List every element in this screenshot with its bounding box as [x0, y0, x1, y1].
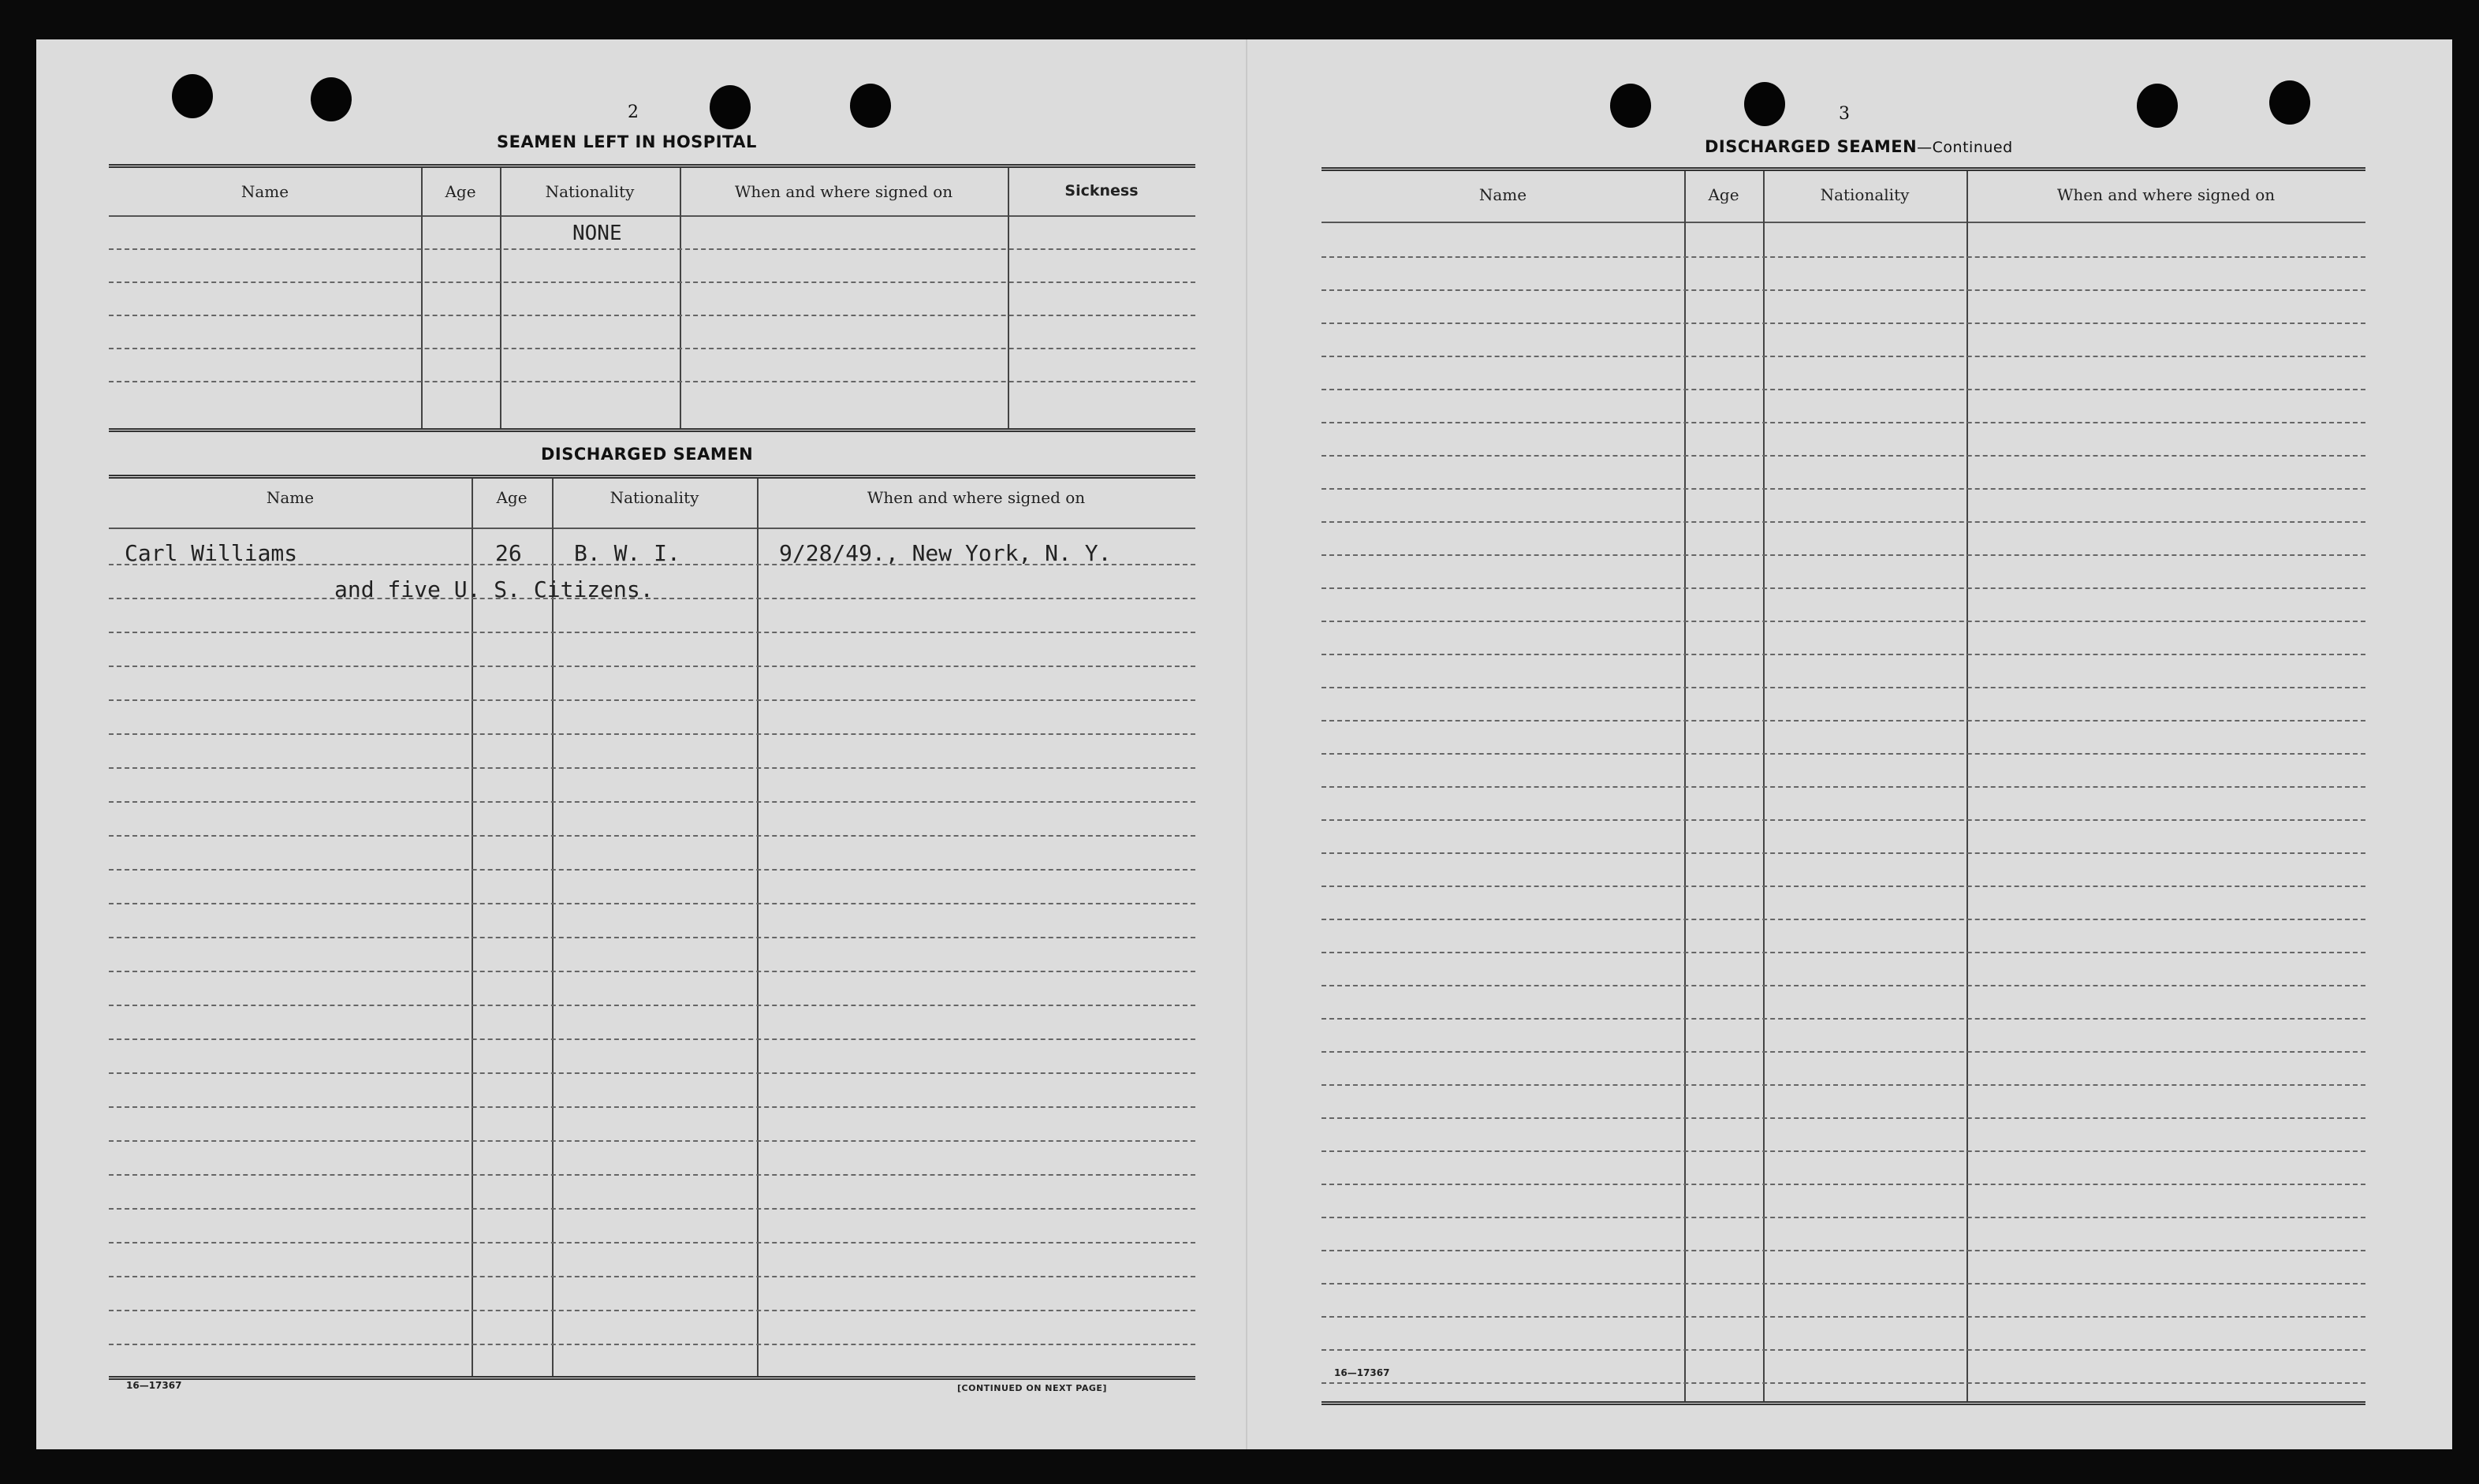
ruled-line: [1322, 289, 2365, 291]
ruled-line: [1322, 852, 2365, 854]
ruled-line: [1322, 1018, 2365, 1020]
ruled-line: [109, 801, 1195, 803]
ruled-line: [1322, 1051, 2365, 1053]
ruled-line: [1322, 1084, 2365, 1086]
ruled-line: [109, 903, 1195, 904]
column-header-signed-on: When and where signed on: [734, 182, 953, 201]
left-page: [36, 39, 1251, 1449]
discharged-table: [109, 475, 1195, 1380]
ruled-line: [1322, 389, 2365, 390]
ruled-line: [109, 733, 1195, 735]
ruled-line: [109, 971, 1195, 972]
seaman-nationality: B. W. I.: [574, 540, 680, 566]
column-header-age: Age: [445, 182, 476, 201]
table-header: [109, 479, 1195, 529]
discharged-continued-table: [1322, 167, 2365, 1405]
discharged-section-title: DISCHARGED SEAMEN: [541, 445, 754, 464]
ruled-line: [1322, 919, 2365, 920]
ruled-line: [109, 1344, 1195, 1345]
ruled-line: [1322, 753, 2365, 755]
ruled-line: [1322, 985, 2365, 986]
ruled-line: [109, 1005, 1195, 1006]
ruled-line: [1322, 323, 2365, 324]
right-page: [1251, 39, 2452, 1449]
form-number: 16—17367: [126, 1380, 182, 1391]
hospital-table: [109, 164, 1195, 432]
ruled-line: [1322, 1184, 2365, 1185]
ruled-line: [1322, 654, 2365, 655]
continued-note: [CONTINUED ON NEXT PAGE]: [957, 1383, 1107, 1393]
ruled-line: [1322, 720, 2365, 721]
ruled-line: [1322, 587, 2365, 589]
ruled-line: [109, 1038, 1195, 1040]
ruled-line: [109, 767, 1195, 769]
seaman-signed-on: 9/28/49., New York, N. Y.: [779, 540, 1112, 566]
ruled-line: [1322, 554, 2365, 556]
column-header-nationality: Nationality: [1820, 185, 1910, 204]
document-sheet: [36, 39, 2452, 1449]
column-header-nationality: Nationality: [545, 182, 635, 201]
ruled-line: [109, 699, 1195, 701]
page-number: 3: [1839, 104, 1850, 124]
table-header: [1322, 171, 2365, 223]
additional-note: and five U. S. Citizens.: [334, 576, 654, 602]
ruled-line: [1322, 1349, 2365, 1351]
ruled-line: [1322, 422, 2365, 423]
ruled-line: [1322, 1150, 2365, 1152]
ruled-line: [109, 1276, 1195, 1277]
ruled-line: [1322, 356, 2365, 357]
column-header-age: Age: [1708, 185, 1739, 204]
ruled-line: [1322, 786, 2365, 788]
ruled-line: [1322, 952, 2365, 953]
ruled-line: [1322, 455, 2365, 457]
ruled-line: [1322, 488, 2365, 490]
seaman-age: 26: [495, 540, 522, 566]
ruled-line: [109, 835, 1195, 837]
ruled-line: [109, 869, 1195, 871]
column-header-name: Name: [266, 488, 315, 507]
column-header-signed-on: When and where signed on: [2056, 185, 2276, 204]
ruled-line: [1322, 1117, 2365, 1119]
ruled-line: [1322, 1382, 2365, 1384]
ruled-line: [109, 1174, 1195, 1176]
ruled-line: [109, 1208, 1195, 1210]
table-header: [109, 168, 1195, 217]
hospital-entry-none: NONE: [572, 222, 622, 245]
ruled-line: [1322, 256, 2365, 258]
ruled-line: [1322, 1250, 2365, 1251]
column-header-name: Name: [240, 182, 289, 201]
ruled-line: [109, 666, 1195, 667]
hospital-section-title: SEAMEN LEFT IN HOSPITAL: [497, 132, 757, 151]
section-title-text: DISCHARGED SEAMEN: [1705, 137, 1918, 156]
ruled-line: [109, 1310, 1195, 1311]
column-header-signed-on: When and where signed on: [867, 488, 1086, 507]
ruled-line: [1322, 819, 2365, 821]
ruled-line: [109, 632, 1195, 633]
seaman-name: Carl Williams: [125, 540, 298, 566]
ruled-line: [109, 937, 1195, 938]
discharged-continued-title: [1705, 137, 2013, 156]
ruled-line: [1322, 1217, 2365, 1218]
ruled-line: [109, 1242, 1195, 1244]
form-number: 16—17367: [1334, 1367, 1390, 1378]
ruled-line: [1322, 521, 2365, 523]
ruled-line: [1322, 886, 2365, 887]
ruled-line: [109, 1106, 1195, 1108]
ruled-line: [1322, 1283, 2365, 1285]
column-header-name: Name: [1478, 185, 1527, 204]
ruled-line: [1322, 621, 2365, 622]
column-header-nationality: Nationality: [609, 488, 699, 507]
page-number: 2: [628, 103, 639, 122]
column-header-sickness: Sickness: [1064, 182, 1139, 199]
ruled-line: [109, 1072, 1195, 1074]
ruled-line: [1322, 687, 2365, 688]
column-header-age: Age: [496, 488, 527, 507]
ruled-line: [1322, 1316, 2365, 1318]
section-title-suffix: —Continued: [1917, 139, 2013, 156]
ruled-line: [109, 1140, 1195, 1142]
